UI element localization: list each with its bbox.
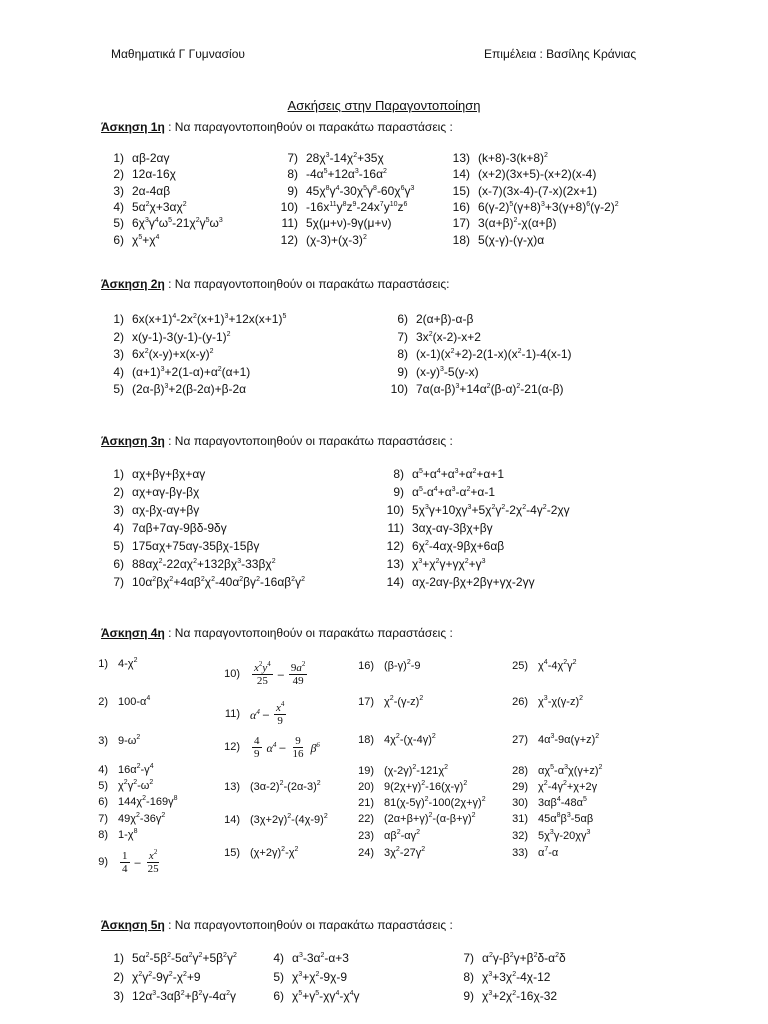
exercise-item [222, 779, 321, 795]
exercise-item [102, 484, 199, 500]
item-expression: $(3\alpha-2)^2-(2\alpha-3)^2$ [250, 780, 321, 793]
item-expression: $81(\chi-5\gamma)^2-100(2\chi+\gamma)^2$ [384, 796, 486, 809]
item-expression: αχ-2αγ-βχ+2βγ+γχ-2γγ [412, 575, 535, 589]
exercise-item [102, 346, 213, 362]
item-number: 7) [397, 329, 408, 344]
item-number: 9) [463, 989, 474, 1003]
exercise-item [386, 311, 473, 327]
item-number: 17) [452, 216, 470, 231]
item-expression: $4\chi^2-(\chi-4\gamma)^2$ [384, 733, 436, 746]
item-expression: 3αχ-αγ-3βχ+βγ [412, 521, 493, 535]
exercise-4-label: Άσκηση 4η [101, 626, 165, 640]
item-expression: $\alpha^5+\alpha^4+\alpha^3+\alpha^2+\alpha+1$ [412, 467, 505, 481]
item-expression: (x-7)(3x-4)-(7-x)(2x+1) [478, 183, 598, 198]
item-number: 1) [98, 658, 108, 670]
item-number: 7) [287, 151, 298, 165]
exercise-item [510, 732, 599, 748]
exercise-1-label: Άσκηση 1η [101, 120, 165, 134]
exercise-item [102, 364, 250, 380]
exercise-item [448, 183, 597, 199]
item-number: 33) [512, 847, 528, 859]
exercise-item [386, 364, 479, 380]
item-expression: $\alpha^2\gamma-\beta^2\gamma+\beta^2\delta-\alpha^2\delta$ [482, 951, 566, 965]
item-expression: 12α-16χ [132, 167, 176, 182]
item-expression: $(2\alpha+\beta+\gamma)^2-(\alpha-\beta+\gamma)^2$ [384, 812, 476, 825]
item-number: 3) [98, 735, 108, 747]
item-expression: $\chi^5+\chi^4$ [132, 232, 160, 247]
item-expression: $4-\chi^2$ [118, 657, 138, 670]
item-number: 28) [512, 765, 528, 777]
exercise-item [382, 484, 495, 500]
item-expression: $\chi^3+\chi^2-9\chi-9$ [292, 970, 348, 984]
item-expression: $\chi^3+2\chi^2-16\chi-32$ [482, 989, 558, 1003]
item-number: 14) [224, 814, 240, 826]
item-number: 2) [113, 167, 124, 182]
item-number: 6) [273, 989, 284, 1003]
item-number: 1) [113, 312, 124, 326]
exercise-item [90, 794, 177, 810]
item-expression: $\chi^4-4\chi^2\gamma^2$ [538, 659, 577, 672]
exercise-item [102, 520, 227, 536]
exercise-item [386, 381, 563, 397]
exercise-item [356, 779, 467, 795]
exercise-item [356, 763, 448, 779]
item-number: 12) [386, 539, 404, 553]
exercise-item [382, 538, 504, 554]
exercise-item [448, 166, 596, 182]
item-number: 12) [280, 232, 298, 247]
exercise-item [102, 215, 223, 231]
item-expression: $\chi^3-\chi(\gamma-z)^2$ [538, 695, 584, 708]
item-expression: $\alpha\chi^5-\alpha^3\chi(\gamma+z)^2$ [538, 764, 603, 777]
item-number: 17) [358, 696, 374, 708]
exercise-item [276, 150, 384, 166]
exercise-item [356, 845, 425, 861]
item-expression: $\chi^3+\chi^2\gamma+\gamma\chi^2+\gamma^3$ [412, 557, 486, 571]
exercise-item [102, 466, 205, 482]
exercise-item [102, 150, 169, 166]
item-expression: $6\chi^3\gamma^4\omega^5-21\chi^2\gamma^5\omega^3$ [132, 216, 223, 231]
exercise-item [510, 658, 577, 674]
exercise-item [448, 232, 544, 248]
item-number: 4) [273, 951, 284, 965]
exercise-item [222, 702, 288, 727]
item-number: 5) [113, 539, 124, 553]
exercise-item [90, 733, 140, 749]
item-expression: $5\alpha^2\chi+3\alpha\chi^2$ [132, 199, 187, 214]
exercise-item [382, 466, 504, 482]
exercise-item [102, 232, 159, 248]
item-number: 5) [98, 780, 108, 792]
exercise-item [102, 969, 201, 985]
item-number: 5) [273, 970, 284, 984]
item-expression: $45\chi^8\gamma^4-30\chi^5\gamma^8-60\chi^6\gamma^3$ [306, 183, 415, 198]
item-expression: $x(y-1)-3(y-1)-(y-1)^2$ [132, 329, 231, 344]
item-expression: $(\beta-\gamma)^2-9$ [384, 659, 421, 672]
exercise-5-instruction: : Να παραγοντοποιηθούν οι παρακάτω παραστάσεις : [164, 918, 453, 932]
item-expression: $100-\alpha^4$ [118, 695, 151, 708]
item-expression: 2α-4αβ [132, 183, 171, 198]
exercise-item [276, 166, 387, 182]
item-number: 6) [113, 557, 124, 571]
exercise-item [102, 381, 246, 397]
item-number: 14) [452, 167, 470, 182]
item-number: 18) [452, 232, 470, 247]
item-expression: $\alpha\beta^2-\alpha\gamma^2$ [384, 829, 421, 842]
exercise-item [90, 762, 154, 778]
exercise-item [102, 183, 170, 199]
exercise-item [90, 850, 163, 875]
item-number: 7) [463, 951, 474, 965]
item-expression: $-16x^{11}y^8z^9-24x^7y^{10}z^6$ [306, 199, 408, 214]
item-expression: $\frac{4}{9}$ $\alpha^4$ – $\frac{9}{16}$ $\beta^6$ [254, 735, 320, 760]
item-number: 1) [113, 951, 124, 965]
item-number: 6) [113, 232, 124, 247]
item-number: 15) [452, 183, 470, 198]
exercise-item [90, 827, 137, 843]
item-expression: $49\chi^2-36\gamma^2$ [118, 812, 166, 825]
exercise-item [448, 215, 557, 231]
item-expression: $(x-y)^3-5(y-x)$ [416, 364, 479, 379]
item-number: 3) [113, 989, 124, 1003]
exercise-item [222, 812, 328, 828]
exercise-item [276, 199, 407, 215]
item-number: 8) [397, 347, 408, 361]
item-expression: $5\chi^3\gamma+10\chi\gamma^3+5\chi^2\gamma^2-2\chi^2-4\gamma^2-2\chi\gamma$ [412, 503, 570, 517]
item-expression: αχ-βχ-αγ+βγ [132, 503, 200, 517]
exercise-item [356, 795, 486, 811]
exercise-item [382, 574, 535, 590]
item-number: 3) [113, 183, 124, 198]
item-number: 29) [512, 781, 528, 793]
item-number: 4) [98, 764, 108, 776]
exercise-item [262, 988, 360, 1004]
item-number: 6) [98, 796, 108, 808]
item-number: 18) [358, 734, 374, 746]
item-number: 10) [224, 668, 240, 681]
item-expression: $5\alpha^2-5\beta^2-5\alpha^2\gamma^2+5\beta^2\gamma^2$ [132, 951, 237, 965]
item-expression: 2(α+β)-α-β [416, 312, 474, 326]
exercise-item [262, 969, 347, 985]
exercise-item [510, 779, 597, 795]
exercise-item [448, 199, 619, 215]
item-number: 27) [512, 734, 528, 746]
exercise-item [276, 215, 391, 231]
exercise-item [90, 694, 150, 710]
item-expression: $88\alpha\chi^2-22\alpha\chi^2+132\beta\chi^3-33\beta\chi^2$ [132, 557, 276, 571]
exercise-item [510, 828, 590, 844]
item-number: 2) [113, 970, 124, 984]
item-expression: $(\alpha+1)^3+2(1-\alpha)+\alpha^2(\alpha+1)$ [132, 364, 251, 379]
item-expression: $6\chi^2-4\alpha\chi-9\beta\chi+6\alpha\beta$ [412, 539, 505, 553]
item-expression: $-4\alpha^5+12\alpha^3-16\alpha^2$ [306, 167, 387, 182]
item-expression: $\alpha^4$ – $\frac{x^4}{9}$ [250, 700, 285, 727]
item-number: 25) [512, 660, 528, 672]
item-number: 8) [463, 970, 474, 984]
item-expression: $9-\omega^2$ [118, 734, 141, 747]
item-expression: $144\chi^2-169\gamma^8$ [118, 795, 178, 808]
exercise-item [222, 845, 298, 861]
item-number: 24) [358, 847, 374, 859]
exercise-item [102, 311, 286, 327]
exercise-item [356, 694, 423, 710]
item-expression: $\chi^5+\gamma^5-\chi\gamma^4-\chi^4\gamma$ [292, 989, 360, 1003]
exercise-item [386, 346, 572, 362]
item-number: 26) [512, 696, 528, 708]
exercise-item [452, 988, 557, 1004]
exercise-item [102, 574, 305, 590]
item-expression: $4\alpha^3-9\alpha(\gamma+z)^2$ [538, 733, 600, 746]
item-number: 16) [452, 199, 470, 214]
item-number: 21) [358, 797, 374, 809]
item-number: 20) [358, 781, 374, 793]
item-number: 23) [358, 830, 374, 842]
item-expression: 5(χ-γ)-(γ-χ)α [478, 232, 545, 247]
item-number: 16) [358, 660, 374, 672]
exercise-item [90, 811, 165, 827]
item-expression: $(2\alpha-\beta)^3+2(\beta-2\alpha)+\beta-2\alpha$ [132, 382, 247, 396]
exercise-item [102, 950, 237, 966]
exercise-item [276, 232, 367, 248]
item-expression: 5χ(μ+ν)-9γ(μ+ν) [306, 216, 392, 231]
exercise-4-heading [101, 626, 453, 640]
item-expression: (x+2)(3x+5)-(x+2)(x-4) [478, 167, 597, 182]
item-number: 8) [287, 167, 298, 182]
item-number: 9) [393, 485, 404, 499]
header-right: Επιμέλεια : Βασίλης Κράνιας [484, 47, 637, 61]
item-number: 30) [512, 797, 528, 809]
item-number: 31) [512, 813, 528, 825]
exercise-item [222, 662, 309, 687]
exercise-item [276, 183, 414, 199]
exercise-item [510, 795, 587, 811]
item-number: 9) [287, 183, 298, 198]
item-expression: $\frac{1}{4}$ – $\frac{x^2}{25}$ [122, 848, 159, 875]
exercise-item [356, 658, 421, 674]
exercise-item [102, 988, 236, 1004]
item-expression: $\chi^2\gamma^2-\omega^2$ [118, 779, 154, 792]
item-expression: $(k+8)-3(k+8)^2$ [478, 151, 548, 165]
exercise-2-instruction: : Να παραγοντοποιηθούν οι παρακάτω παραστάσεις: [164, 277, 450, 291]
item-number: 22) [358, 813, 374, 825]
exercise-item [382, 502, 570, 518]
item-expression: αχ+βγ+βχ+αγ [132, 467, 206, 481]
exercise-item [102, 199, 187, 215]
item-number: 2) [113, 485, 124, 499]
exercise-item [102, 502, 199, 518]
exercise-3-instruction: : Να παραγοντοποιηθούν οι παρακάτω παραστάσεις : [164, 434, 453, 448]
exercise-item [356, 811, 476, 827]
exercise-item [222, 735, 320, 760]
item-number: 12) [224, 741, 240, 754]
item-expression: $45\alpha^8\beta^3-5\alpha\beta$ [538, 812, 594, 825]
exercise-2-heading [101, 277, 449, 291]
item-number: 19) [358, 765, 374, 777]
item-number: 6) [397, 312, 408, 326]
item-expression: αχ+αγ-βγ-βχ [132, 485, 200, 499]
item-expression: $\chi^2-(\gamma-z)^2$ [384, 695, 424, 708]
exercise-item [382, 556, 486, 572]
exercise-3-label: Άσκηση 3η [101, 434, 165, 448]
item-number: 3) [113, 503, 124, 517]
item-number: 13) [224, 781, 240, 793]
item-number: 32) [512, 830, 528, 842]
item-expression: $6x(x+1)^4-2x^2(x+1)^3+12x(x+1)^5$ [132, 312, 287, 326]
item-number: 8) [393, 467, 404, 481]
item-number: 9) [98, 856, 108, 869]
item-number: 4) [113, 364, 124, 379]
item-number: 14) [386, 575, 404, 589]
item-number: 2) [113, 329, 124, 344]
exercise-item [90, 778, 153, 794]
exercise-3-heading [101, 434, 453, 448]
exercise-item [510, 845, 558, 861]
item-expression: $\chi^2\gamma^2-9\gamma^2-\chi^2+9$ [132, 970, 201, 984]
exercise-item [102, 329, 231, 345]
item-number: 3) [113, 347, 124, 361]
item-expression: 7αβ+7αγ-9βδ-9δγ [132, 521, 227, 535]
item-number: 13) [452, 151, 470, 165]
exercise-5-label: Άσκηση 5η [101, 918, 165, 932]
item-expression: $6(\gamma-2)^5(\gamma+8)^3+3(\gamma+8)^6(\gamma-2)^2$ [478, 199, 619, 214]
exercise-item [382, 520, 493, 536]
item-number: 2) [98, 696, 108, 708]
item-expression: $16\alpha^2-\gamma^4$ [118, 763, 154, 776]
exercise-item [448, 150, 548, 166]
exercise-item [356, 828, 420, 844]
item-expression: $7\alpha(\alpha-\beta)^3+14\alpha^2(\beta-\alpha)^2-21(\alpha-\beta)$ [416, 382, 564, 396]
item-expression: $\chi^2-4\gamma^2+\chi+2\gamma$ [538, 780, 598, 793]
item-expression: $\frac{x^2y^4}{25}$ – $\frac{9a^2}{49}$ [254, 660, 306, 687]
item-number: 10) [386, 503, 404, 517]
item-number: 11) [281, 216, 298, 231]
exercise-item [510, 694, 583, 710]
exercise-item [356, 732, 436, 748]
item-number: 1) [113, 151, 124, 165]
item-expression: $3\alpha\beta^4-48\alpha^5$ [538, 796, 587, 809]
page-title: Ασκήσεις στην Παραγοντοποίηση [287, 98, 481, 113]
item-number: 4) [113, 521, 124, 535]
exercise-1-heading [101, 120, 453, 134]
item-expression: $6x^2(x-y)+x(x-y)^2$ [132, 347, 214, 361]
exercise-item [102, 538, 259, 554]
item-expression: $(x-1)(x^2+2)-2(1-x)(x^2-1)-4(x-1)$ [416, 347, 572, 361]
item-expression: $28\chi^3-14\chi^2+35\chi$ [306, 151, 384, 165]
item-expression: $9(2\chi+\gamma)^2-16(\chi-\gamma)^2$ [384, 780, 468, 793]
item-number: 10) [390, 382, 408, 396]
item-number: 13) [386, 557, 404, 571]
item-expression: $\chi^3+3\chi^2-4\chi-12$ [482, 970, 551, 984]
item-number: 8) [98, 829, 108, 841]
item-expression: $\alpha^7-\alpha$ [538, 846, 559, 859]
item-expression: $(\chi-2\gamma)^2-121\chi^2$ [384, 764, 448, 777]
item-expression: $10\alpha^2\beta\chi^2+4\alpha\beta^2\chi^2-40\alpha^2\beta\gamma^2-16\alpha\beta^2\gamma^2$ [132, 575, 305, 589]
item-number: 5) [113, 382, 124, 396]
item-expression: $5\chi^3\gamma-20\chi\gamma^3$ [538, 829, 591, 842]
exercise-5-heading [101, 918, 453, 932]
item-expression: $(\chi+2\gamma)^2-\chi^2$ [250, 846, 299, 859]
item-expression: 175αχ+75αγ-35βχ-15βγ [132, 539, 260, 553]
exercise-item [262, 950, 349, 966]
exercise-4-instruction: : Να παραγοντοποιηθούν οι παρακάτω παραστάσεις : [164, 626, 453, 640]
exercise-item [510, 811, 593, 827]
exercise-item [102, 166, 176, 182]
exercise-item [102, 556, 276, 572]
item-expression: $3\chi^2-27\gamma^2$ [384, 846, 426, 859]
item-expression: $3x^2(x-2)-x+2$ [416, 329, 481, 344]
item-expression: αβ-2αγ [132, 151, 170, 165]
exercise-item [386, 329, 481, 345]
exercise-item [90, 656, 137, 672]
item-expression: $(\chi-3)+(\chi-3)^2$ [306, 232, 367, 247]
item-number: 1) [113, 467, 124, 481]
item-number: 10) [280, 199, 298, 214]
header-left: Μαθηματικά Γ Γυμνασίου [111, 47, 245, 61]
item-expression: $12\alpha^3-3\alpha\beta^2+\beta^2\gamma-4\alpha^2\gamma$ [132, 989, 236, 1003]
item-number: 7) [98, 813, 108, 825]
item-number: 5) [113, 216, 124, 231]
item-expression: $(3\chi+2\gamma)^2-(4\chi-9)^2$ [250, 813, 328, 826]
item-number: 7) [113, 575, 124, 589]
item-number: 15) [224, 847, 240, 859]
item-number: 4) [113, 199, 124, 214]
item-expression: $3(\alpha+\beta)^2-\chi(\alpha+\beta)$ [478, 216, 557, 231]
item-number: 11) [224, 708, 240, 721]
exercise-item [452, 950, 566, 966]
item-expression: $\alpha^5-\alpha^4+\alpha^3-\alpha^2+\alpha-1$ [412, 485, 496, 499]
item-number: 11) [387, 521, 404, 535]
exercise-item [452, 969, 550, 985]
item-expression: $\alpha^3-3\alpha^2-\alpha+3$ [292, 951, 349, 965]
exercise-1-instruction: : Να παραγοντοποιηθούν οι παρακάτω παραστάσεις : [164, 120, 453, 134]
exercise-2-label: Άσκηση 2η [101, 277, 165, 291]
item-expression: $1-\chi^8$ [118, 828, 138, 841]
exercise-item [510, 763, 602, 779]
item-number: 9) [397, 364, 408, 379]
